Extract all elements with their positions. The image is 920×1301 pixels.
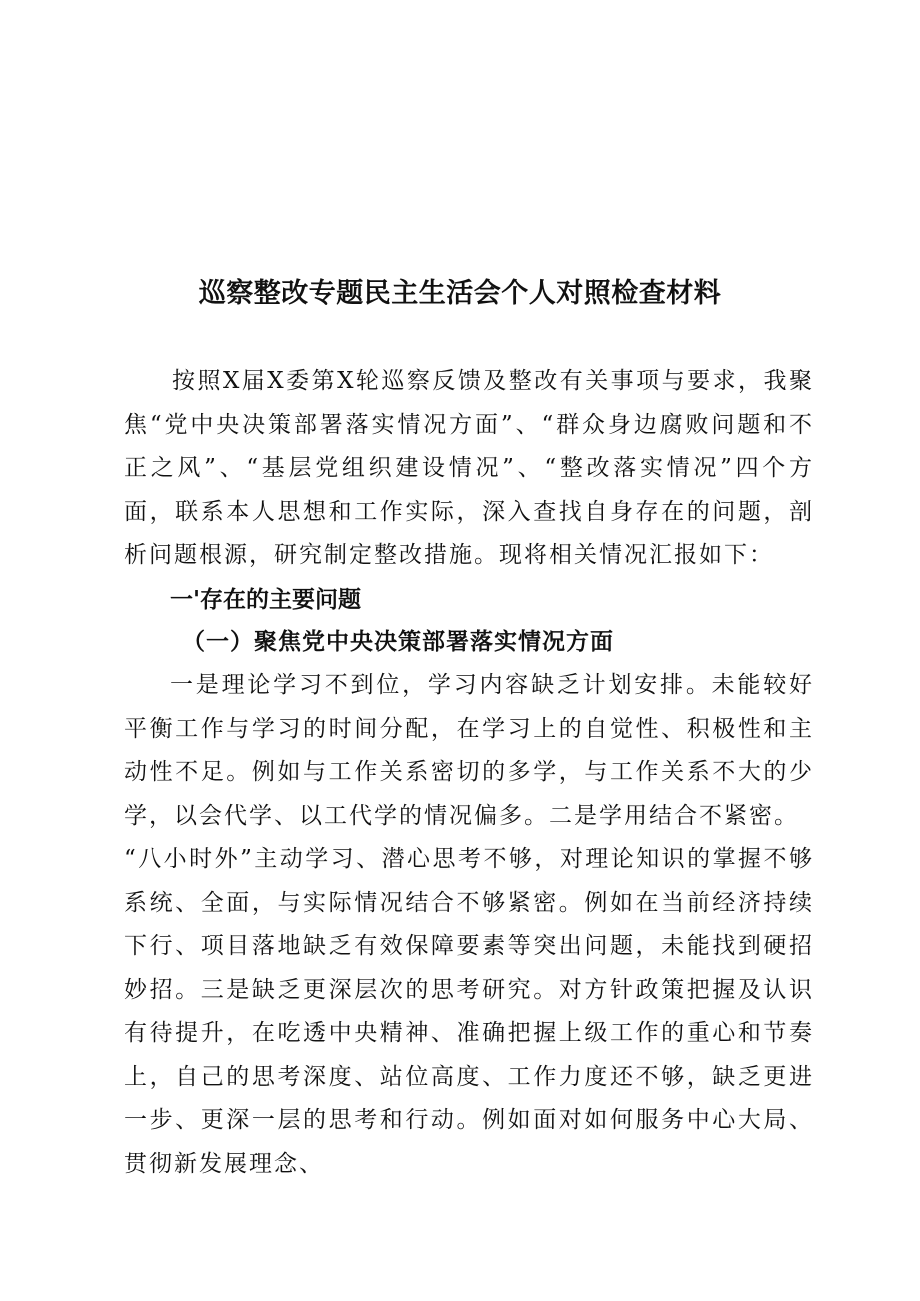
body-paragraph-continued: “八小时外”主动学习、潜心思考不够，对理论知识的掌握不够系统、全面，与实际情况结合不够紧密。例如在当前经济持续下行、项目落地缺乏有效保障要素等突出问题，未能找到硬招妙招。三是缺乏更深层次的思考研究。对方针政策把握及认识有待提升，在吃透中央精神、准确把握上级工作的重心和节奏上，自己的思考深度、站位高度、工作力度还不够，缺乏更进一步、更深一层的思考和行动。例如面对如何服务中心大局、贯彻新发展理念、 [124, 846, 814, 1177]
subsection-heading: （一）聚焦党中央决策部署落实情况方面 [182, 628, 614, 655]
body-paragraph: 一是理论学习不到位，学习内容缺乏计划安排。未能较好平衡工作与学习的时间分配，在学习上的自觉性、积极性和主动性不足。例如与工作关系密切的多学，与工作关系不大的少学，以会代学、以工代学的情况偏多。二是学用结合不紧密。 [124, 672, 814, 829]
section-heading: 一'存在的主要问题 [170, 587, 362, 613]
intro-paragraph: 按照X届X委第X轮巡察反馈及整改有关事项与要求，我聚焦“党中央决策部署落实情况方面”、“群众身边腐败问题和不正之风”、“基层党组织建设情况”、“整改落实情况”四个方面，联系本人思想和工作实际，深入查找自身存在的问题，剖析问题根源，研究制定整改措施。现将相关情况汇报如下： [124, 368, 814, 568]
document-title: 巡察整改专题民主生活会个人对照检查材料 [198, 278, 722, 309]
